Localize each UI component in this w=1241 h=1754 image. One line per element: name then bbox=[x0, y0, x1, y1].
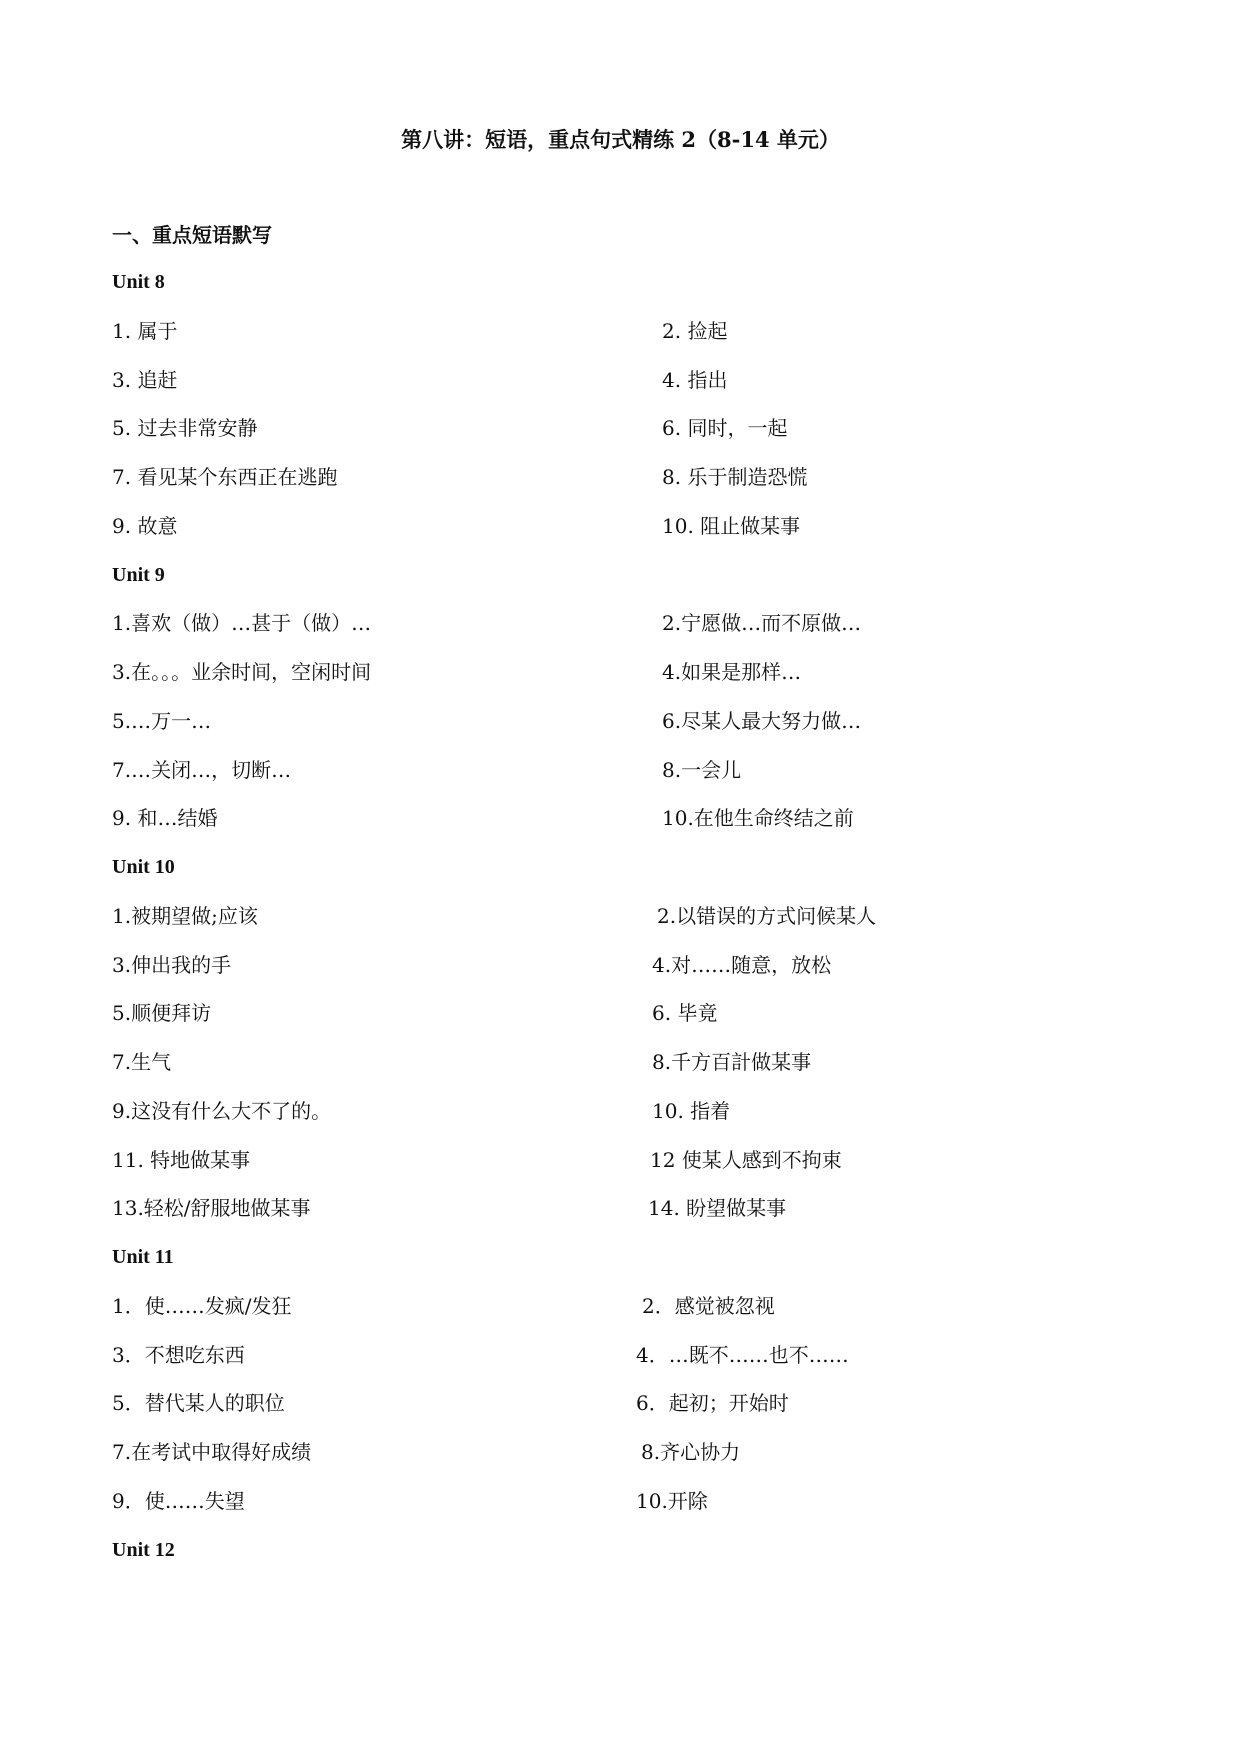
phrase-item: 2. 捡起 bbox=[662, 319, 728, 343]
phrase-item: 14. 盼望做某事 bbox=[648, 1196, 787, 1220]
phrase-item: 5. 过去非常安静 bbox=[112, 416, 258, 440]
phrase-item: 4. 指出 bbox=[662, 368, 728, 392]
phrase-item: 9. 和…结婚 bbox=[112, 806, 218, 830]
phrase-item: 4．…既不……也不…… bbox=[636, 1343, 849, 1367]
phrase-item: 3.伸出我的手 bbox=[112, 953, 232, 977]
phrase-item: 10. 指着 bbox=[652, 1099, 731, 1123]
phrase-item: 2.以错误的方式问候某人 bbox=[657, 904, 877, 928]
phrase-item: 9. 故意 bbox=[112, 514, 178, 538]
phrase-item: 7.生气 bbox=[112, 1050, 172, 1074]
phrase-item: 7.…关闭…，切断… bbox=[112, 758, 292, 782]
unit-heading: Unit 10 bbox=[112, 856, 175, 878]
phrase-item: 1．使……发疯/发狂 bbox=[112, 1294, 292, 1318]
phrase-item: 4.如果是那样… bbox=[662, 660, 802, 684]
phrase-item: 4.对……随意，放松 bbox=[652, 953, 832, 977]
phrase-item: 5．替代某人的职位 bbox=[112, 1391, 285, 1415]
phrase-item: 6. 同时，一起 bbox=[662, 416, 788, 440]
phrase-item: 3．不想吃东西 bbox=[112, 1343, 245, 1367]
phrase-item: 2.宁愿做…而不原做… bbox=[662, 611, 862, 635]
phrase-item: 1.喜欢（做）…甚于（做）… bbox=[112, 611, 372, 635]
unit-heading: Unit 11 bbox=[112, 1246, 174, 1268]
phrase-item: 13.轻松/舒服地做某事 bbox=[112, 1196, 311, 1220]
phrase-item: 5.顺便拜访 bbox=[112, 1001, 212, 1025]
unit-heading: Unit 12 bbox=[112, 1539, 175, 1561]
unit-heading: Unit 9 bbox=[112, 564, 165, 586]
page-title: 第八讲：短语，重点句式精练 2（8-14 单元） bbox=[401, 127, 840, 152]
phrase-item: 12 使某人感到不拘束 bbox=[650, 1148, 842, 1172]
phrase-item: 8.千方百計做某事 bbox=[652, 1050, 812, 1074]
phrase-item: 10.开除 bbox=[636, 1489, 708, 1513]
phrase-item: 10. 阻止做某事 bbox=[662, 514, 801, 538]
phrase-item: 9.这没有什么大不了的。 bbox=[112, 1099, 332, 1123]
phrase-item: 6．起初；开始时 bbox=[636, 1391, 789, 1415]
phrase-item: 1.被期望做;应该 bbox=[112, 904, 258, 928]
unit-heading: Unit 8 bbox=[112, 271, 165, 293]
phrase-item: 2．感觉被忽视 bbox=[642, 1294, 775, 1318]
phrase-item: 5.…万一… bbox=[112, 709, 212, 733]
phrase-item: 3.在。。。业余时间，空闲时间 bbox=[112, 660, 372, 684]
section-title: 一、重点短语默写 bbox=[112, 223, 272, 247]
phrase-item: 3. 追赶 bbox=[112, 368, 178, 392]
phrase-item: 6. 毕竟 bbox=[652, 1001, 718, 1025]
phrase-item: 10.在他生命终结之前 bbox=[662, 806, 854, 830]
phrase-item: 9．使……失望 bbox=[112, 1489, 245, 1513]
phrase-item: 6.尽某人最大努力做… bbox=[662, 709, 862, 733]
phrase-item: 7. 看见某个东西正在逃跑 bbox=[112, 465, 338, 489]
phrase-item: 7.在考试中取得好成绩 bbox=[112, 1440, 312, 1464]
phrase-item: 8.齐心协力 bbox=[641, 1440, 741, 1464]
phrase-item: 8.一会儿 bbox=[662, 758, 742, 782]
phrase-item: 1. 属于 bbox=[112, 319, 178, 343]
phrase-item: 8. 乐于制造恐慌 bbox=[662, 465, 808, 489]
phrase-item: 11. 特地做某事 bbox=[112, 1148, 251, 1172]
